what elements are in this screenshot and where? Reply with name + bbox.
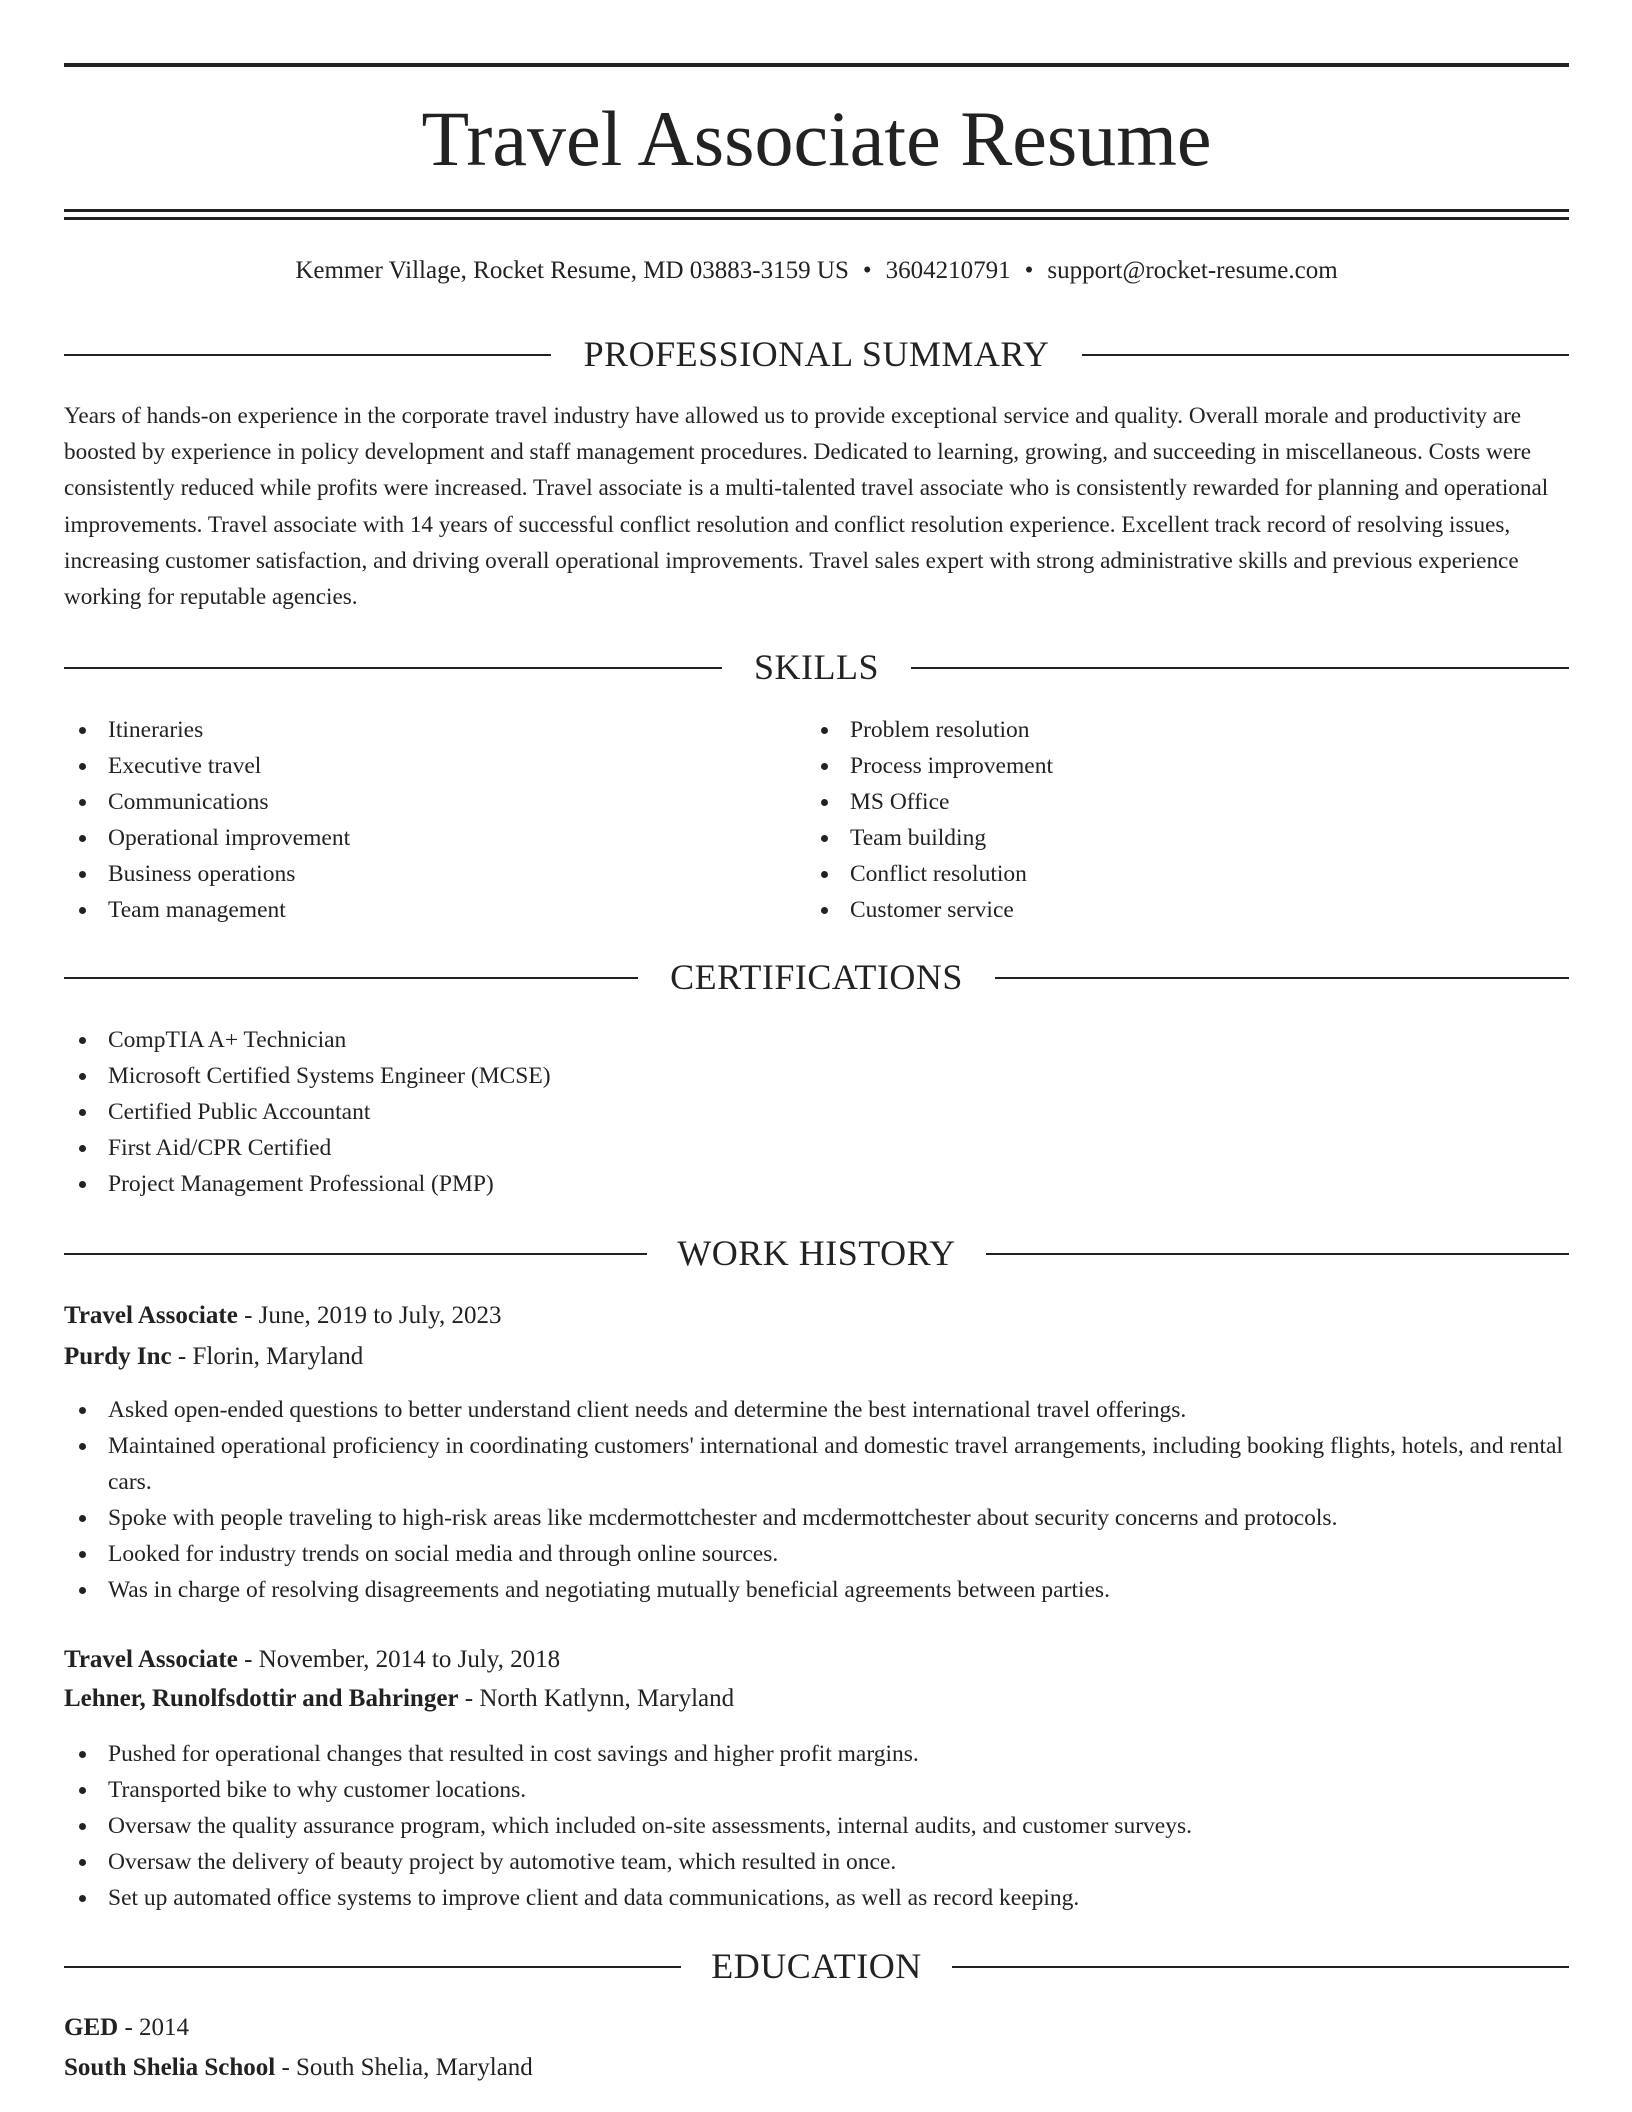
certification-item: CompTIA A+ Technician bbox=[64, 1022, 1569, 1058]
job-title-line: Travel Associate - June, 2019 to July, 2023 bbox=[64, 1302, 502, 1329]
summary-text: Years of hands-on experience in the corporate travel industry have allowed us to provide exceptional service and quality. Overall morale and productivity are boosted by experience in policy development and staff management procedures. Dedicated to learning, growing, and succeeding in miscellaneous. Costs were consistently reduced while profits were increased. Travel associate is a multi-talented travel associate who is consistently rewarded for planning and operational improvements. Travel associate with 14 years of successful conflict resolution and conflict resolution experience. Excellent track record of resolving issues, increasing customer satisfaction, and driving overall operational improvements. Travel sales expert with strong administrative skills and previous experience working for reputable agencies. bbox=[64, 403, 1549, 611]
education-heading-label: EDUCATION bbox=[711, 1946, 922, 1986]
skill-item: Conflict resolution bbox=[806, 856, 1546, 892]
education-heading bbox=[64, 1941, 1569, 1991]
contact-separator: • bbox=[1024, 257, 1034, 284]
header-bottom-rule-2 bbox=[64, 217, 1569, 220]
job-dates: November, 2014 to July, 2018 bbox=[258, 1646, 561, 1673]
job-bullet: Maintained operational proficiency in coordinating customers' international and domestic travel arrangements, including booking flights, hotels, and rental cars. bbox=[64, 1428, 1569, 1500]
job-bullet: Oversaw the quality assurance program, which included on-site assessments, internal audits, and customer surveys. bbox=[64, 1808, 1569, 1844]
skills-list-left bbox=[64, 712, 804, 928]
job-company-line: Purdy Inc - Florin, Maryland bbox=[64, 1343, 364, 1370]
summary-heading-label: PROFESSIONAL SUMMARY bbox=[583, 334, 1050, 374]
job-bullet: Transported bike to why customer locations. bbox=[64, 1772, 1569, 1808]
job-bullet: Spoke with people traveling to high-risk areas like mcdermottchester and mcdermottchester about security concerns and protocols. bbox=[64, 1500, 1569, 1536]
skill-item: Executive travel bbox=[64, 748, 804, 784]
job-title: Travel Associate bbox=[64, 1302, 238, 1329]
certification-item: Certified Public Accountant bbox=[64, 1094, 1569, 1130]
job-bullet: Asked open-ended questions to better understand client needs and determine the best international travel offerings. bbox=[64, 1392, 1569, 1428]
skills-list-right bbox=[806, 712, 1546, 928]
education-degree-line: GED - 2014 bbox=[64, 2014, 190, 2041]
certification-item: Project Management Professional (PMP) bbox=[64, 1166, 1569, 1202]
skills-heading-label: SKILLS bbox=[753, 647, 879, 687]
work-history-heading bbox=[64, 1228, 1569, 1278]
work-history-heading-label: WORK HISTORY bbox=[677, 1233, 956, 1273]
skill-item: Team building bbox=[806, 820, 1546, 856]
certifications-heading bbox=[64, 952, 1569, 1002]
job-company: Lehner, Runolfsdottir and Bahringer bbox=[64, 1685, 459, 1712]
resume-title: Travel Associate Resume bbox=[421, 95, 1212, 182]
contact-address: Kemmer Village, Rocket Resume, MD 03883-3159 US bbox=[295, 257, 849, 284]
job-bullet: Was in charge of resolving disagreements and negotiating mutually beneficial agreements between parties. bbox=[64, 1572, 1569, 1608]
skill-item: Communications bbox=[64, 784, 804, 820]
skill-item: Problem resolution bbox=[806, 712, 1546, 748]
certification-item: Microsoft Certified Systems Engineer (MCSE) bbox=[64, 1058, 1569, 1094]
job-company-line: Lehner, Runolfsdottir and Bahringer - North Katlynn, Maryland bbox=[64, 1685, 735, 1712]
skill-item: Itineraries bbox=[64, 712, 804, 748]
job-bullets bbox=[64, 1736, 1569, 1916]
job-dates: June, 2019 to July, 2023 bbox=[258, 1302, 502, 1329]
skill-item: Process improvement bbox=[806, 748, 1546, 784]
certification-item: First Aid/CPR Certified bbox=[64, 1130, 1569, 1166]
skill-item: Customer service bbox=[806, 892, 1546, 928]
certifications-heading-label: CERTIFICATIONS bbox=[670, 957, 963, 997]
contact-email: support@rocket-resume.com bbox=[1047, 257, 1338, 284]
certifications-list bbox=[64, 1022, 1569, 1202]
header-top-rule bbox=[64, 63, 1569, 67]
job-bullets bbox=[64, 1392, 1569, 1608]
contact-line bbox=[64, 254, 1569, 288]
job-bullet: Pushed for operational changes that resulted in cost savings and higher profit margins. bbox=[64, 1736, 1569, 1772]
header-bottom-rule bbox=[64, 209, 1569, 212]
education-location: South Shelia, Maryland bbox=[296, 2054, 533, 2081]
education-year: 2014 bbox=[139, 2014, 190, 2041]
education-school-line: South Shelia School - South Shelia, Maryland bbox=[64, 2054, 533, 2081]
job-location: North Katlynn, Maryland bbox=[479, 1685, 735, 1712]
job-title: Travel Associate bbox=[64, 1646, 238, 1673]
job-company: Purdy Inc bbox=[64, 1343, 172, 1370]
skill-item: MS Office bbox=[806, 784, 1546, 820]
job-bullet: Looked for industry trends on social media and through online sources. bbox=[64, 1536, 1569, 1572]
job-location: Florin, Maryland bbox=[192, 1343, 364, 1370]
skill-item: Operational improvement bbox=[64, 820, 804, 856]
contact-separator: • bbox=[862, 257, 872, 284]
summary-heading bbox=[64, 329, 1569, 379]
skills-heading bbox=[64, 642, 1569, 692]
contact-phone: 3604210791 bbox=[885, 257, 1011, 284]
job-title-line: Travel Associate - November, 2014 to July, 2018 bbox=[64, 1646, 561, 1673]
skill-item: Team management bbox=[64, 892, 804, 928]
education-degree: GED bbox=[64, 2014, 119, 2041]
education-school: South Shelia School bbox=[64, 2054, 276, 2081]
job-bullet: Oversaw the delivery of beauty project by automotive team, which resulted in once. bbox=[64, 1844, 1569, 1880]
job-bullet: Set up automated office systems to improve client and data communications, as well as record keeping. bbox=[64, 1880, 1569, 1916]
skill-item: Business operations bbox=[64, 856, 804, 892]
